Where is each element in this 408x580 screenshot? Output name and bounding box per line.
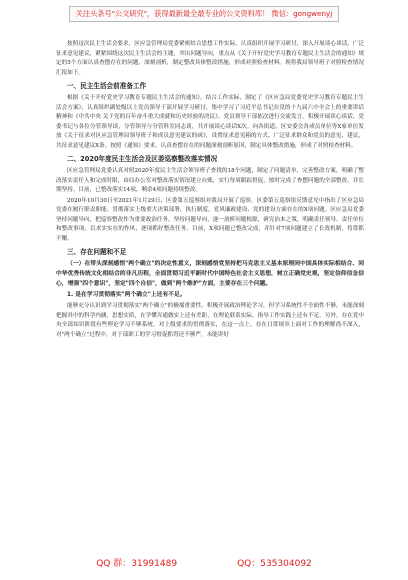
paragraph-preparation: 根据《关于开好党史学习教育专题民主生活会的通知》，结合工作实际，制定了《区应急局党委党史学习教育专题民主生活会方案》，认真组织副处级以上党员领导干部开展学习研讨，集中学习了习近平总书记在党的十九届六中全会上的重要讲话精神和《中共中央 关于党的百年奋斗重大成就和历史经验的决议》，党员领导干部依次进行交流发言。积极开展谈心谈话，党委书记与各位分管领导谈，分管领导与分管科室同志谈，共开展谈心谈话X次。向各街道、区安委会各成员单位等X家单位发放《关于征求对区应急管理局领导班子和成员意见建议的函》，设置征求意见箱的方式，广泛征求群众和党员的意见、建议，共征求意见建议X条。按照《通知》要求，认真查摆存在的问题深刻剖析原因，制定具体整改措施，形成了对照检查材料。 xyxy=(56,95,364,149)
section-heading-1: 一、民主生活会前准备工作 xyxy=(67,82,147,90)
bold-paragraph-1: （一）在带头深刻感悟"两个确立"的决定性意义，深刻感悟党坚持把马克思主义基本原理同中国具体实际相结合、同中华优秀传统文化相结合的非凡历程，全面贯彻习近平新时代中国特色社会主义思想，树立正确党史观，坚定信仰信念信心，增强"四个意识"，坚定"四个自信"，做到"两个维护"方面，主要存在三个问题。 xyxy=(56,261,364,287)
footer xyxy=(0,552,408,572)
paragraph-learning: 能够充分认识到学习贯彻落实"两个确立"的极端重要性，积极开展政治理论学习，但学习系统性不全面性不够，未能深刻把握其中的科学内涵、思想实质，在学懂弄通做实上还有差距，在理论联系实际、指导工作实践上还有不足。另外，存在党中央全部知识阶段有些理论学习不够系统，对上级要求的贯彻落实，在这一点上，存在日常规章上面对工作的理解尚不深入，对"两个确立"过程中，对于部职工的学习督促抓得还不够严，未能讲好 xyxy=(56,303,364,338)
document-body xyxy=(56,40,364,341)
section-heading-3: 三、存在问题和不足 xyxy=(67,248,127,256)
bold-paragraph-2: 1. 是在学习贯彻落实"两个确立"上还有不足。 xyxy=(67,292,186,299)
footer-qq: QQ：535304092 xyxy=(237,558,312,569)
paragraph-inspection: 2020年10月30日至2021年1月29日，区委第五巡察组对我局开展了巡察。区委第五巡察组反馈意见中指出了区应急局党委在履行职责职能、贯彻落实上级重大决策部署，执行制度，党风廉政建设、党的建设方面存在的X项问题。区应急局党委坚持问题导向，把巡察整改作为重要政治任务，坚持问题导向，逐一剖析问题根源，研究治本之策，明确责任领导、责任单位和整改事项，以求实实在的作风，逐项抓好整改任务。目前，X项问题已整改完成，并针对7项问题建立了长效机制，将常抓不懈。 xyxy=(56,197,364,242)
footer-qq-group: QQ 群：31991489 xyxy=(96,558,178,569)
paragraph-rectification: 区应急管理局党委认真对照2020年度民主生活会领导班子查找的18个问题，制定了问题清单，完善整改方案，明确了整改落实责任人和完成时限，由局办公室对整改落实情况建立台账，实行每周跟踪督促，按时完成了查摆问题的全部整改，并长期坚持。目前，已整改落实14项，剩余4项问题持续整改。 xyxy=(56,168,364,193)
header-banner: 关注头条号"公文研究"，获得最新最全最专业的公文资料库！ 微信：gongwenyj xyxy=(69,6,340,22)
header xyxy=(0,0,408,28)
intro-paragraph: 按照这次民主生活会要求，区应急管理局党委紧密结合思想工作实际，认真组织开展学习研讨，深入开展谈心谈话，广泛征求意见建议，紧紧围绕这次民主生活会的主题，突出问题导向，重点从《关于开好党史学习教育专题民主生活会的通知》规定的5个方面认真查摆存在的问题，深刻剖析，制定整改具体整改措施，形成对照检查材料。现将我局领导班子对照检查情况汇报如下。 xyxy=(56,41,364,76)
section-heading-2: 二、2020年度民主生活会及区委巡察整改落实情况 xyxy=(67,155,218,163)
